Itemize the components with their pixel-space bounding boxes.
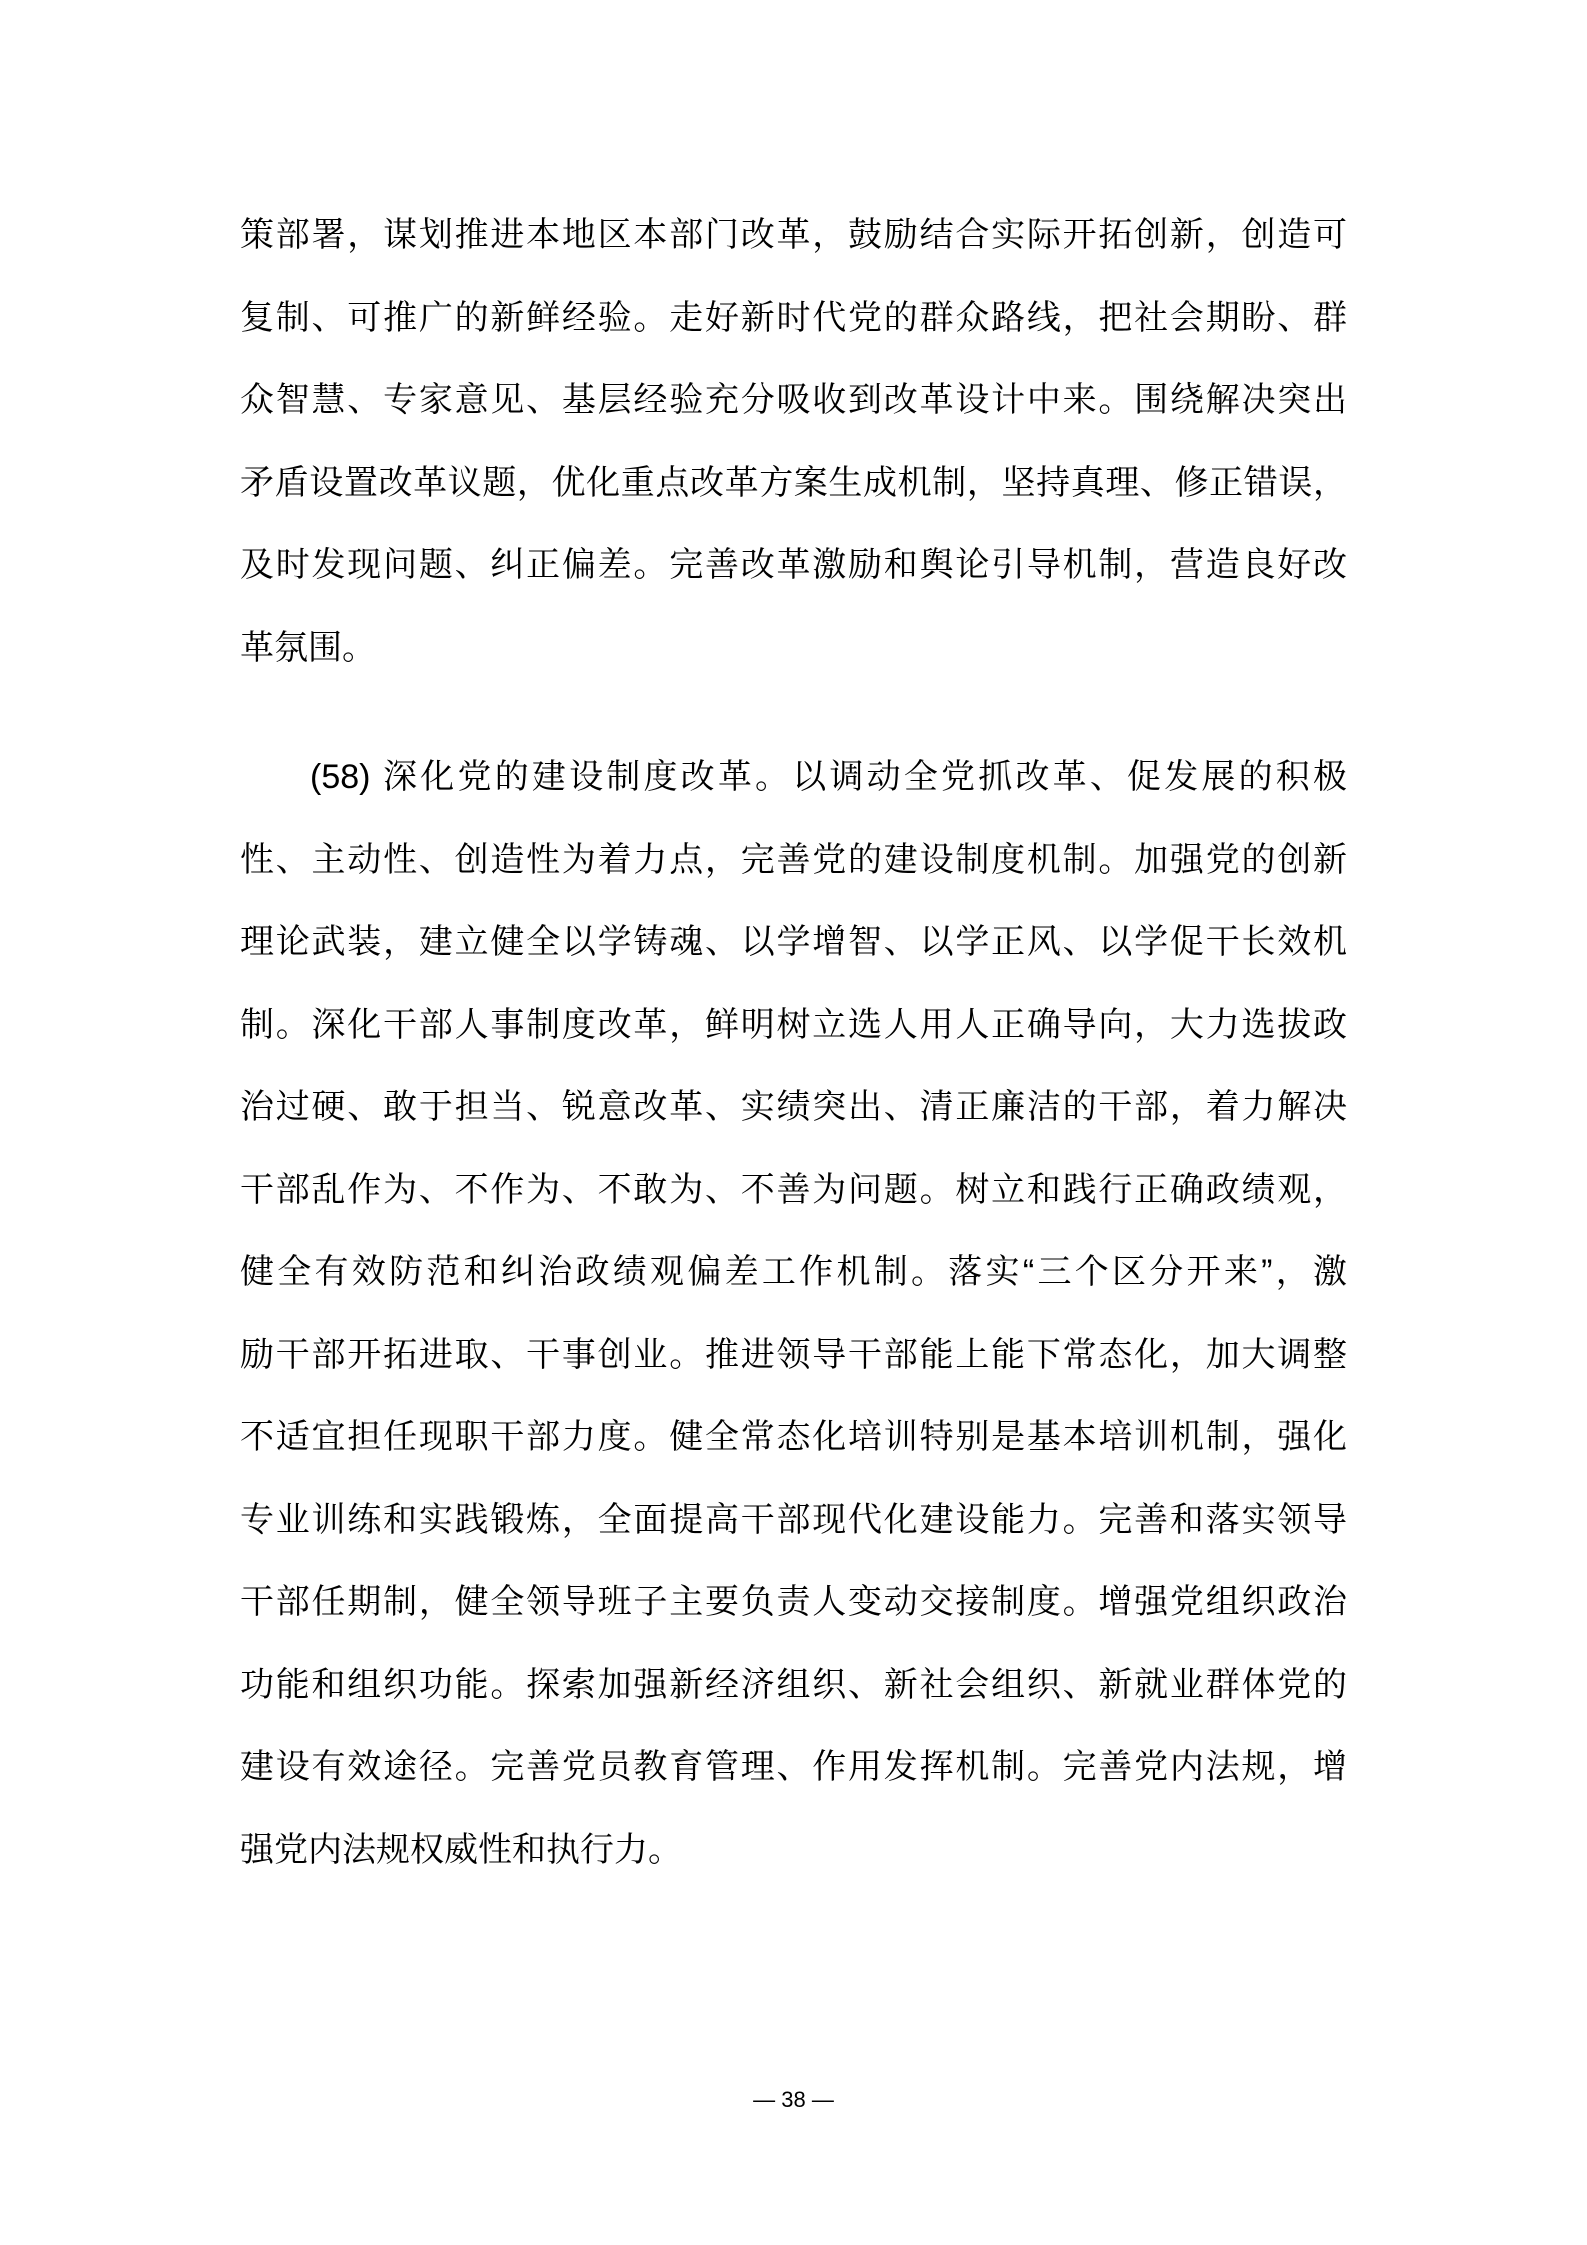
page-number: — 38 —: [753, 2087, 834, 2112]
text-line: 励干部开拓进取、干事创业。推进领导干部能上能下常态化，加大调整: [240, 1335, 1347, 1374]
text-line: 及时发现问题、纠正偏差。完善改革激励和舆论引导机制，营造良好改: [240, 546, 1347, 584]
page-footer: [0, 2080, 1587, 2120]
paragraph-1: [240, 194, 1347, 689]
text-line: 矛盾设置改革议题，优化重点改革方案生成机制，坚持真理、修正错误，: [240, 463, 1347, 502]
text-line: 健全有效防范和纠治政绩观偏差工作机制。落实“三个区分开来”，激: [240, 1253, 1347, 1291]
text-line: 性、主动性、创造性为着力点，完善党的建设制度机制。加强党的创新: [240, 840, 1347, 879]
text-line: (58) 深化党的建设制度改革。以调动全党抓改革、促发展的积极: [310, 758, 1347, 796]
text-line: 功能和组织功能。探索加强新经济组织、新社会组织、新就业群体党的: [240, 1665, 1347, 1704]
text-line: 复制、可推广的新鲜经验。走好新时代党的群众路线，把社会期盼、群: [240, 298, 1347, 337]
text-line: 制。深化干部人事制度改革，鲜明树立选人用人正确导向，大力选拔政: [240, 1005, 1347, 1044]
text-line: 不适宜担任现职干部力度。健全常态化培训特别是基本培训机制，强化: [240, 1418, 1347, 1456]
text-line: 强党内法规权威性和执行力。: [240, 1830, 682, 1869]
text-line: 策部署，谋划推进本地区本部门改革，鼓励结合实际开拓创新，创造可: [240, 216, 1347, 254]
text-line: 建设有效途径。完善党员教育管理、作用发挥机制。完善党内法规，增: [240, 1748, 1347, 1786]
text-line: 理论武装，建立健全以学铸魂、以学增智、以学正风、以学促干长效机: [240, 923, 1347, 961]
text-line: 干部乱作为、不作为、不敢为、不善为问题。树立和践行正确政绩观，: [240, 1170, 1347, 1209]
text-line: 治过硬、敢于担当、锐意改革、实绩突出、清正廉洁的干部，着力解决: [240, 1088, 1347, 1126]
text-line: 众智慧、专家意见、基层经验充分吸收到改革设计中来。围绕解决突出: [240, 381, 1347, 419]
text-line: 革氛围。: [240, 628, 376, 667]
document-body: [240, 194, 1347, 1891]
text-line: 专业训练和实践锻炼，全面提高干部现代化建设能力。完善和落实领导: [240, 1500, 1347, 1539]
text-line: 干部任期制，健全领导班子主要负责人变动交接制度。增强党组织政治: [240, 1583, 1347, 1621]
paragraph-2: [240, 736, 1347, 1891]
